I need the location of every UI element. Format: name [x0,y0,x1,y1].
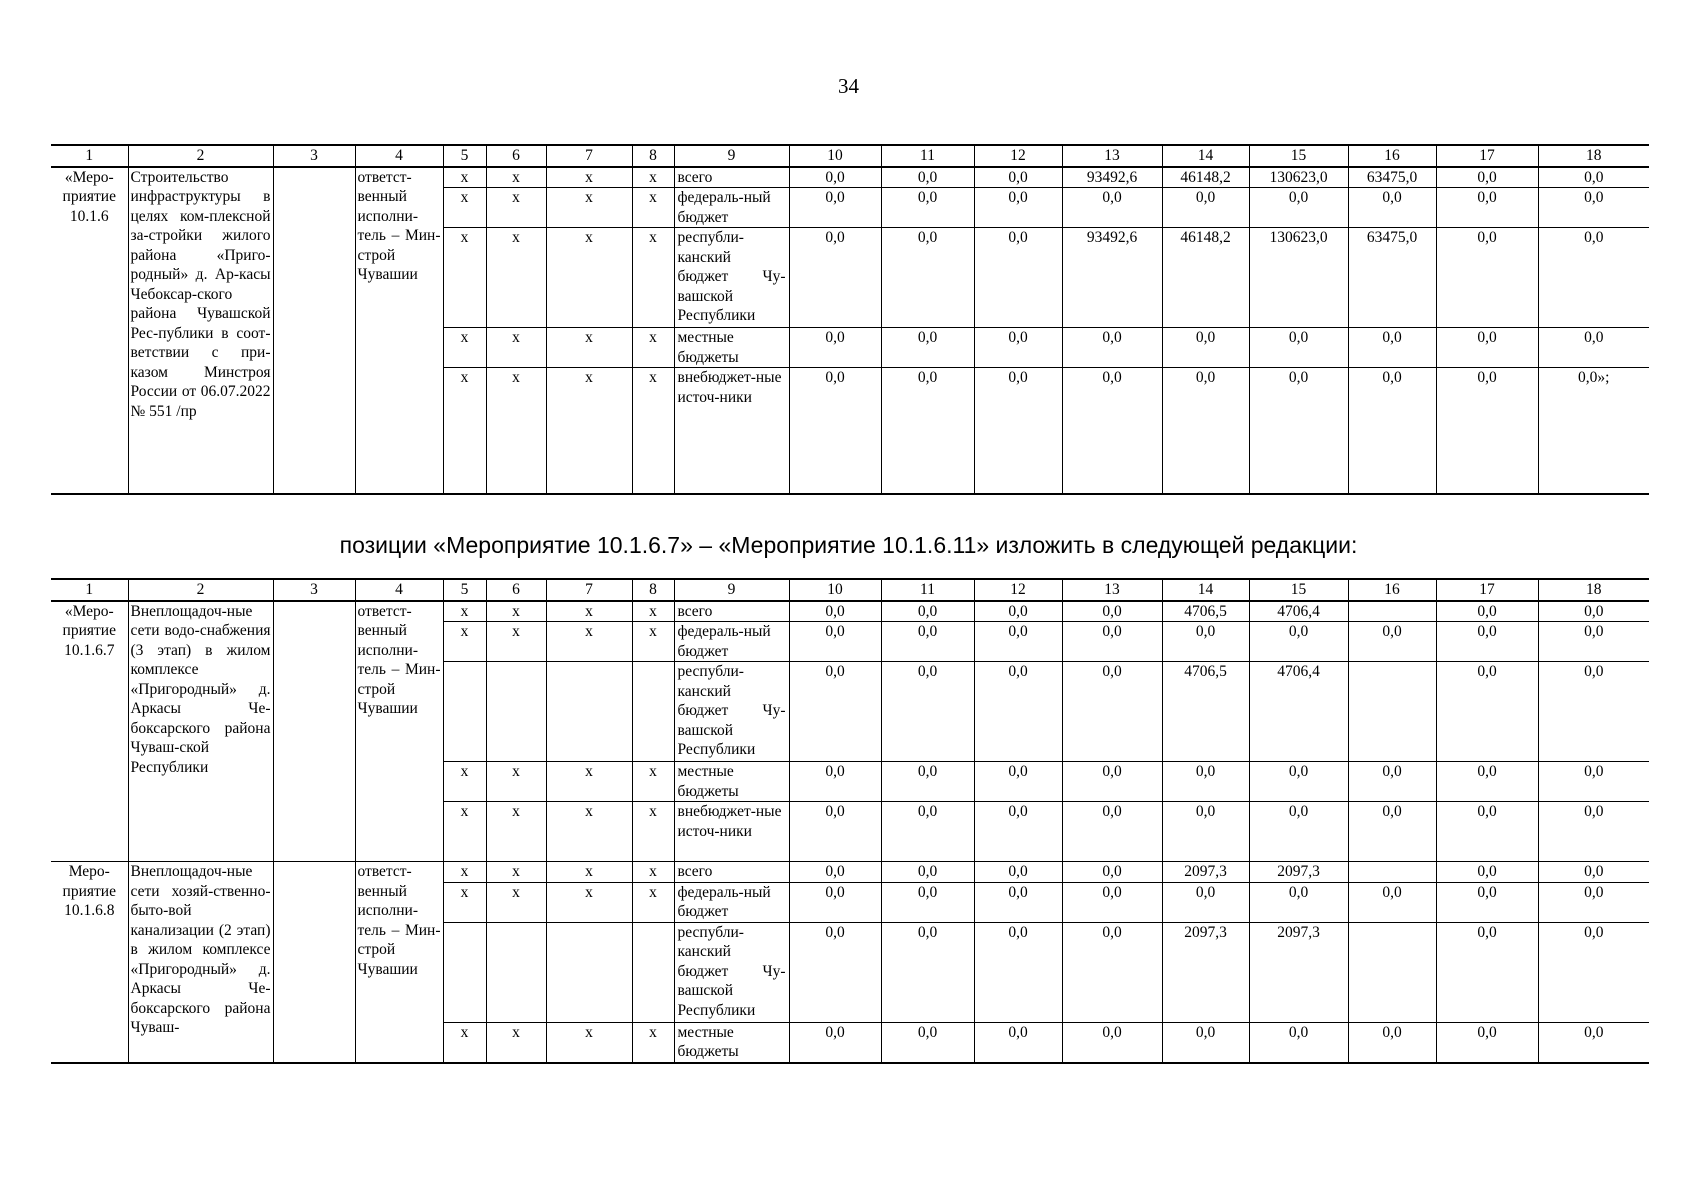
column-number: 8 [632,145,674,167]
funding-source: федераль-ный бюджет [674,882,789,922]
amount-cell: 2097,3 [1162,922,1249,1022]
column-number: 6 [486,579,546,601]
amount-cell: 0,0 [789,601,881,622]
column-number: 10 [789,145,881,167]
amount-cell: 0,0 [881,862,974,883]
code-cell: х [632,862,674,883]
code-cell: х [632,368,674,494]
code-cell: х [443,188,486,228]
column-number: 9 [674,579,789,601]
column-number: 8 [632,579,674,601]
amount-cell: 0,0 [1162,762,1249,802]
column-number: 3 [273,579,355,601]
code-cell: х [546,762,632,802]
table-row [51,862,1649,883]
amount-cell: 0,0 [789,167,881,188]
amount-cell: 0,0 [1162,882,1249,922]
amount-cell: 0,0 [1348,622,1436,662]
amount-cell: 63475,0 [1348,228,1436,328]
amount-cell: 0,0 [789,922,881,1022]
amount-cell: 46148,2 [1162,228,1249,328]
section-heading: позиции «Мероприятие 10.1.6.7» – «Мероприятие 10.1.6.11» изложить в следующей редакции: [339,532,1358,558]
amount-cell: 0,0 [1062,922,1162,1022]
amount-cell: 0,0 [1538,802,1649,862]
amount-cell: 4706,5 [1162,662,1249,762]
code-cell: х [486,368,546,494]
amount-cell: 0,0 [1436,802,1538,862]
funding-source: местные бюджеты [674,762,789,802]
code-cell: х [546,1022,632,1063]
table-row [51,601,1649,622]
amount-cell: 0,0 [974,328,1062,368]
amount-cell: 0,0 [974,882,1062,922]
amount-cell: 0,0 [1062,762,1162,802]
code-cell: х [486,882,546,922]
measure-name: Внеплощадоч-ные сети хозяй-ственно-быто-вой канализации (2 этап) в жилом комплексе «Пригородный» д. Аркасы Че-боксарского района Чуваш- [128,862,273,1063]
code-cell: х [486,762,546,802]
column-number: 12 [974,579,1062,601]
amount-cell: 0,0 [974,1022,1062,1063]
code-cell [486,662,546,762]
measure-code: «Меро-приятие 10.1.6 [51,167,128,494]
amount-cell: 0,0 [974,622,1062,662]
code-cell: х [486,802,546,862]
amount-cell: 0,0 [1538,662,1649,762]
amount-cell: 0,0 [1162,1022,1249,1063]
amount-cell: 0,0 [1249,368,1348,494]
column-number: 2 [128,579,273,601]
amount-cell: 0,0 [881,802,974,862]
amount-cell: 93492,6 [1062,228,1162,328]
code-cell: х [443,1022,486,1063]
amount-cell: 0,0 [1249,802,1348,862]
amount-cell: 0,0 [1062,328,1162,368]
amount-cell: 0,0 [1348,328,1436,368]
amount-cell: 0,0 [974,167,1062,188]
column-number: 15 [1249,579,1348,601]
amount-cell: 0,0 [1249,882,1348,922]
column-number: 12 [974,145,1062,167]
page-number: 34 [838,74,859,98]
amount-cell: 0,0 [1348,188,1436,228]
amount-cell: 0,0 [1538,862,1649,883]
amount-cell: 0,0 [1249,1022,1348,1063]
amount-cell: 0,0 [881,188,974,228]
amount-cell: 0,0 [1538,328,1649,368]
amount-cell: 0,0 [789,862,881,883]
amount-cell: 2097,3 [1249,922,1348,1022]
amount-cell: 0,0 [789,368,881,494]
amount-cell: 0,0 [1436,662,1538,762]
amount-cell: 0,0 [1436,601,1538,622]
participant-cell [273,862,355,1063]
amount-cell: 0,0 [881,1022,974,1063]
column-number: 10 [789,579,881,601]
column-number: 1 [51,579,128,601]
amount-cell: 0,0 [1348,882,1436,922]
amount-cell: 4706,4 [1249,601,1348,622]
amount-cell: 0,0 [1436,922,1538,1022]
amount-cell: 0,0 [1436,882,1538,922]
amount-cell: 0,0 [789,662,881,762]
column-number: 15 [1249,145,1348,167]
amount-cell: 130623,0 [1249,228,1348,328]
code-cell: х [443,328,486,368]
code-cell: х [546,328,632,368]
amount-cell: 0,0 [1538,622,1649,662]
code-cell: х [632,762,674,802]
amount-cell: 0,0 [1162,622,1249,662]
amount-cell: 0,0 [881,622,974,662]
column-number: 14 [1162,579,1249,601]
code-cell: х [486,1022,546,1063]
amount-cell: 0,0 [1162,188,1249,228]
amount-cell: 0,0 [974,862,1062,883]
code-cell: х [632,601,674,622]
amount-cell: 4706,4 [1249,662,1348,762]
funding-source: республи-канский бюджет Чу-вашской Республики [674,922,789,1022]
amount-cell: 0,0 [1062,1022,1162,1063]
amount-cell: 0,0 [1436,762,1538,802]
code-cell: х [546,188,632,228]
amount-cell: 0,0 [1348,802,1436,862]
amount-cell: 0,0 [881,601,974,622]
measure-name: Внеплощадоч-ные сети водо-снабжения (3 этап) в жилом комплексе «Пригородный» д. Аркасы Че-боксарского района Чуваш-ской Республики [128,601,273,862]
amount-cell: 0,0 [974,662,1062,762]
participant-cell [273,601,355,862]
amount-cell: 0,0 [1436,862,1538,883]
amount-cell: 0,0 [1348,1022,1436,1063]
code-cell: х [443,622,486,662]
amount-cell: 0,0 [789,1022,881,1063]
code-cell: х [486,622,546,662]
column-number: 17 [1436,579,1538,601]
measure-code: Меро-приятие 10.1.6.8 [51,862,128,1063]
column-number-row [51,579,1649,601]
amount-cell: 0,0 [974,228,1062,328]
column-number: 3 [273,145,355,167]
column-number: 13 [1062,579,1162,601]
amount-cell: 0,0 [1062,862,1162,883]
amount-cell: 0,0 [974,762,1062,802]
amount-cell: 0,0 [1538,601,1649,622]
budget-table-1 [51,144,1649,495]
code-cell: х [443,862,486,883]
column-number-row [51,145,1649,167]
amount-cell: 0,0 [1436,188,1538,228]
funding-source: всего [674,167,789,188]
table-row [51,167,1649,188]
column-number: 16 [1348,145,1436,167]
code-cell: х [443,762,486,802]
amount-cell: 4706,5 [1162,601,1249,622]
measure-name: Строительство инфраструктуры в целях ком-плексной за-стройки жилого района «Приго-родный» д. Ар-касы Чебоксар-ского района Чувашской Рес-публики в соот-ветствии с при-казом Минстроя России от 06.07.2022 № 551 /пр [128,167,273,494]
code-cell: х [546,601,632,622]
code-cell: х [486,601,546,622]
code-cell: х [632,802,674,862]
amount-cell: 0,0 [789,188,881,228]
column-number: 7 [546,579,632,601]
amount-cell: 0,0 [1249,762,1348,802]
code-cell: х [546,167,632,188]
code-cell: х [486,328,546,368]
amount-cell: 0,0 [1162,328,1249,368]
executor: ответст-венный исполни-тель – Мин-строй Чувашии [355,862,443,1063]
amount-cell: 0,0 [974,188,1062,228]
column-number: 5 [443,145,486,167]
code-cell [443,922,486,1022]
code-cell: х [443,601,486,622]
amount-cell: 2097,3 [1249,862,1348,883]
column-number: 18 [1538,145,1649,167]
amount-cell: 0,0 [1436,167,1538,188]
column-number: 11 [881,579,974,601]
amount-cell: 0,0 [789,882,881,922]
code-cell: х [486,188,546,228]
amount-cell: 0,0 [789,802,881,862]
code-cell: х [486,862,546,883]
executor: ответст-венный исполни-тель – Мин-строй Чувашии [355,601,443,862]
amount-cell: 0,0 [974,922,1062,1022]
amount-cell: 0,0 [1538,167,1649,188]
column-number: 14 [1162,145,1249,167]
code-cell: х [546,862,632,883]
amount-cell [1348,862,1436,883]
amount-cell: 0,0 [1436,228,1538,328]
code-cell [546,662,632,762]
amount-cell: 0,0 [1062,802,1162,862]
budget-table-2 [51,578,1649,1064]
code-cell: х [632,882,674,922]
measure-code: «Меро-приятие 10.1.6.7 [51,601,128,862]
amount-cell: 0,0 [881,882,974,922]
amount-cell: 0,0 [789,228,881,328]
amount-cell: 0,0 [1062,601,1162,622]
amount-cell: 0,0 [881,922,974,1022]
funding-source: всего [674,862,789,883]
executor: ответст-венный исполни-тель – Мин-строй Чувашии [355,167,443,494]
column-number: 5 [443,579,486,601]
code-cell: х [546,228,632,328]
code-cell: х [632,328,674,368]
column-number: 4 [355,145,443,167]
column-number: 9 [674,145,789,167]
column-number: 18 [1538,579,1649,601]
column-number: 17 [1436,145,1538,167]
amount-cell: 0,0 [974,802,1062,862]
amount-cell: 0,0 [1538,922,1649,1022]
column-number: 7 [546,145,632,167]
amount-cell: 46148,2 [1162,167,1249,188]
amount-cell: 0,0 [1436,1022,1538,1063]
amount-cell: 0,0 [1538,1022,1649,1063]
funding-source: республи-канский бюджет Чу-вашской Республики [674,662,789,762]
column-number: 2 [128,145,273,167]
amount-cell: 0,0 [881,328,974,368]
amount-cell: 0,0 [974,601,1062,622]
amount-cell: 0,0 [1062,368,1162,494]
amount-cell: 0,0 [881,368,974,494]
amount-cell: 0,0 [1538,228,1649,328]
amount-cell: 0,0 [1062,622,1162,662]
amount-cell: 0,0 [881,228,974,328]
amount-cell: 0,0 [1348,762,1436,802]
amount-cell: 0,0 [1538,882,1649,922]
code-cell [546,922,632,1022]
amount-cell: 0,0 [974,368,1062,494]
amount-cell: 0,0 [1062,188,1162,228]
funding-source: местные бюджеты [674,1022,789,1063]
amount-cell: 0,0 [1436,368,1538,494]
code-cell: х [443,802,486,862]
code-cell: х [443,882,486,922]
amount-cell: 0,0»; [1538,368,1649,494]
amount-cell: 0,0 [789,762,881,802]
amount-cell: 0,0 [881,762,974,802]
code-cell: х [443,228,486,328]
amount-cell: 0,0 [789,622,881,662]
column-number: 13 [1062,145,1162,167]
amount-cell: 63475,0 [1348,167,1436,188]
column-number: 11 [881,145,974,167]
code-cell: х [546,368,632,494]
amount-cell: 130623,0 [1249,167,1348,188]
code-cell: х [632,228,674,328]
code-cell: х [632,1022,674,1063]
code-cell: х [546,882,632,922]
amount-cell: 0,0 [789,328,881,368]
code-cell: х [443,167,486,188]
amount-cell: 0,0 [1162,368,1249,494]
code-cell: х [546,802,632,862]
code-cell [486,922,546,1022]
amount-cell: 0,0 [1436,622,1538,662]
code-cell [443,662,486,762]
amount-cell: 2097,3 [1162,862,1249,883]
funding-source: внебюджет-ные источ-ники [674,802,789,862]
code-cell: х [632,622,674,662]
code-cell: х [486,167,546,188]
code-cell: х [443,368,486,494]
amount-cell [1348,662,1436,762]
amount-cell: 0,0 [1062,882,1162,922]
code-cell: х [632,167,674,188]
code-cell: х [546,622,632,662]
amount-cell: 0,0 [1062,662,1162,762]
funding-source: федераль-ный бюджет [674,622,789,662]
amount-cell: 0,0 [1249,328,1348,368]
funding-source: внебюджет-ные источ-ники [674,368,789,494]
amount-cell: 0,0 [1348,368,1436,494]
code-cell: х [486,228,546,328]
funding-source: местные бюджеты [674,328,789,368]
column-number: 4 [355,579,443,601]
column-number: 16 [1348,579,1436,601]
code-cell [632,922,674,1022]
amount-cell: 0,0 [1436,328,1538,368]
funding-source: всего [674,601,789,622]
participant-cell [273,167,355,494]
amount-cell: 0,0 [1538,188,1649,228]
column-number: 6 [486,145,546,167]
amount-cell: 0,0 [881,662,974,762]
amount-cell: 0,0 [1249,188,1348,228]
amount-cell: 0,0 [1249,622,1348,662]
amount-cell: 0,0 [1538,762,1649,802]
column-number: 1 [51,145,128,167]
funding-source: федераль-ный бюджет [674,188,789,228]
amount-cell [1348,922,1436,1022]
amount-cell: 0,0 [1162,802,1249,862]
amount-cell [1348,601,1436,622]
funding-source: республи-канский бюджет Чу-вашской Республики [674,228,789,328]
code-cell [632,662,674,762]
amount-cell: 0,0 [881,167,974,188]
amount-cell: 93492,6 [1062,167,1162,188]
code-cell: х [632,188,674,228]
